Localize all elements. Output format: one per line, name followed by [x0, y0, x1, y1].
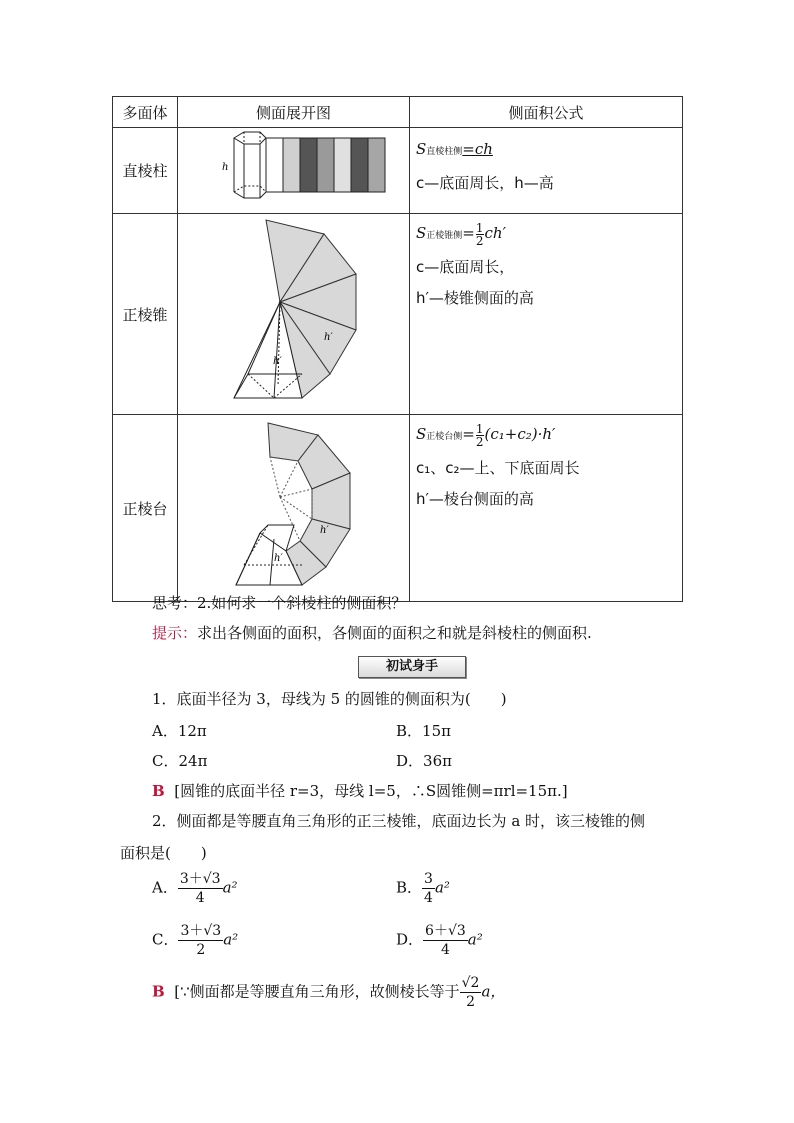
fraction-den: 2 — [475, 233, 484, 248]
fraction — [476, 423, 484, 448]
formula-note: h′—棱锥侧面的高 — [416, 289, 534, 307]
formula-note: c—底面周长，h—高 — [416, 174, 554, 192]
table-row — [113, 128, 683, 214]
q1-option-b: B．15π — [396, 722, 451, 740]
option-label: A． — [152, 878, 178, 897]
q2-stem-1: 2．侧面都是等腰直角三角形的正三棱锥，底面边长为 a 时，该三棱锥的侧 — [152, 812, 646, 830]
fraction-den: 4 — [440, 942, 450, 958]
fraction-num: √2 — [461, 975, 480, 991]
q2-answer-line — [152, 974, 505, 1011]
formula-rhs: (c₁+c₂)·h′ — [484, 425, 556, 443]
option-label: C． — [152, 930, 179, 949]
q2-answer: B — [152, 982, 165, 1001]
q2-option-d — [396, 922, 483, 959]
frustum-net-diagram — [178, 415, 409, 597]
fraction-den: 2 — [475, 434, 484, 449]
q1-answer: B — [152, 782, 165, 800]
table-row — [113, 214, 683, 415]
think-question: 思考：2.如何求一个斜棱柱的侧面积？ — [152, 594, 407, 612]
q2-explain-pre: [∵侧面都是等腰直角三角形，故侧棱长等于 — [174, 982, 460, 1001]
surface-area-table — [112, 96, 683, 602]
hint-line — [152, 622, 592, 643]
formula-sub: 直棱柱侧 — [426, 147, 463, 157]
q1-explain: [圆锥的底面半径 r=3，母线 l=5，∴S圆锥侧=πrl=15π.] — [174, 782, 568, 800]
table-row — [113, 415, 683, 602]
pyramid-formula-cell — [410, 214, 683, 415]
q1-option-d: D．36π — [396, 752, 452, 770]
q2-option-b — [396, 870, 450, 907]
fraction-den: 4 — [195, 890, 205, 906]
fraction-num: 3＋√3 — [180, 923, 222, 939]
option-label: D． — [396, 930, 424, 949]
prism-net-cell — [178, 128, 410, 214]
formula-rhs: =ch — [462, 140, 493, 158]
formula-sub: 正棱台侧 — [426, 432, 463, 442]
q1-option-c: C．24π — [152, 752, 208, 770]
h-label: h — [222, 162, 229, 173]
formula-note: h′—棱台侧面的高 — [416, 490, 534, 508]
header-net: 侧面展开图 — [178, 97, 410, 128]
formula-note: c₁、c₂—上、下底面周长 — [416, 459, 580, 477]
prism-formula-cell — [410, 128, 683, 214]
option-tail: a² — [222, 878, 238, 897]
row-name: 直棱柱 — [113, 128, 178, 214]
frustum-net-cell — [178, 415, 410, 602]
prism-formula — [416, 134, 682, 168]
fraction-den: 2 — [466, 994, 476, 1010]
frustum-formula — [416, 419, 682, 453]
fraction — [178, 870, 223, 907]
fraction — [178, 922, 223, 959]
formula-sub: 正棱锥侧 — [426, 231, 463, 241]
fraction — [460, 974, 482, 1011]
fraction — [422, 870, 435, 907]
hint-label: 提示： — [152, 624, 198, 642]
fraction-den: 4 — [424, 890, 433, 906]
formula-eq: = — [462, 224, 475, 242]
row-name: 正棱台 — [113, 415, 178, 602]
fraction-den: 2 — [196, 942, 206, 958]
pyramid-net-diagram — [178, 214, 409, 410]
prism-net-diagram — [178, 128, 409, 209]
option-tail: a² — [434, 878, 450, 897]
fraction-num: 6＋√3 — [425, 923, 466, 939]
fraction-num: 3 — [424, 871, 433, 887]
formula-eq: = — [462, 425, 475, 443]
option-tail: a² — [223, 930, 239, 949]
pyramid-formula — [416, 218, 682, 252]
q1-answer-line — [152, 780, 568, 801]
pyramid-net-cell — [178, 214, 410, 415]
option-tail: a² — [467, 930, 483, 949]
formula-s: S — [416, 140, 427, 158]
q2-option-c — [152, 922, 238, 959]
formula-s: S — [416, 224, 427, 242]
option-label: B． — [396, 878, 423, 897]
header-formula: 侧面积公式 — [410, 97, 683, 128]
fraction-num: 1 — [475, 421, 484, 436]
q2-explain-post: a， — [481, 982, 506, 1001]
fraction — [476, 222, 484, 247]
q2-stem-2: 面积是( ) — [120, 844, 207, 862]
header-polyhedron: 多面体 — [113, 97, 178, 128]
q1-stem: 1．底面半径为 3，母线为 5 的圆锥的侧面积为( ) — [152, 690, 507, 708]
hp-label: h′ — [324, 332, 333, 343]
hp-label: h′ — [274, 553, 283, 564]
formula-note: c—底面周长， — [416, 258, 515, 276]
row-name: 正棱锥 — [113, 214, 178, 415]
formula-s: S — [416, 425, 427, 443]
table-header-row — [113, 97, 683, 128]
q1-option-a: A．12π — [152, 722, 207, 740]
hp-label: h′ — [273, 356, 282, 367]
fraction — [423, 922, 468, 959]
section-badge: 初试身手 — [358, 656, 466, 678]
fraction-num: 3＋√3 — [179, 871, 221, 887]
frustum-formula-cell — [410, 415, 683, 602]
fraction-num: 1 — [475, 220, 484, 235]
hint-text: 求出各侧面的面积，各侧面的面积之和就是斜棱柱的侧面积. — [197, 624, 592, 642]
q2-option-a — [152, 870, 238, 907]
hp-label: h′ — [320, 525, 329, 536]
formula-rhs: ch′ — [484, 224, 506, 242]
